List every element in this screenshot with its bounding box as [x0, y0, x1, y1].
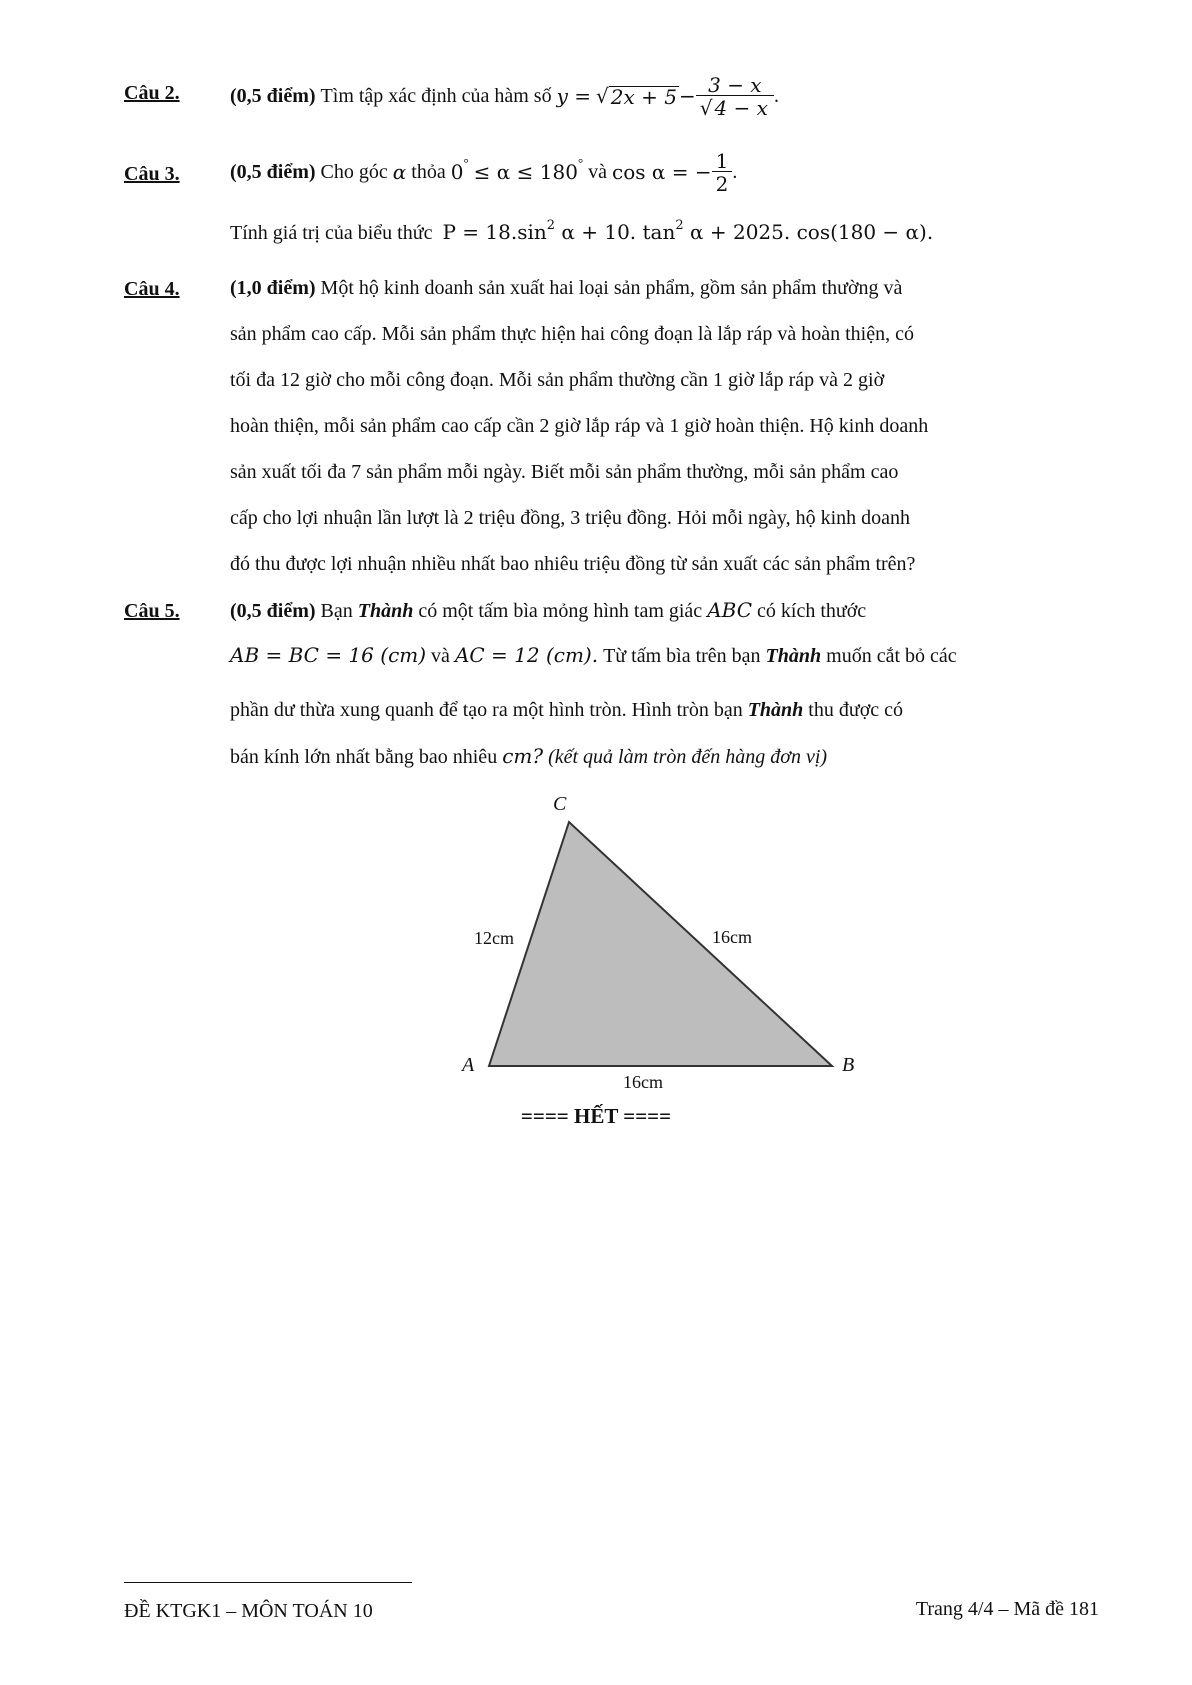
question-5-note: (kết quả làm tròn đến hàng đơn vị): [548, 746, 828, 768]
question-2-formula-lhs: y =: [556, 84, 592, 108]
question-5-points: (0,5 điểm): [230, 600, 316, 622]
question-4-line-1: [230, 278, 1080, 298]
question-3-line2-formula-a: P = 18.sin: [442, 220, 547, 244]
question-5-line-4: [230, 746, 827, 767]
question-5-name-2: Thành: [765, 645, 822, 667]
question-2-fraction-num: 3 − x: [708, 72, 762, 97]
question-3-line2-formula-c: α + 2025. cos(180 − α).: [690, 220, 934, 244]
question-5-name-3: Thành: [747, 699, 804, 721]
question-5-text-c: có kích thước: [757, 600, 867, 622]
question-5-label: Câu 5.: [124, 600, 180, 622]
question-3-line-2: [230, 218, 934, 244]
question-3-cos-expr: cos α = −: [612, 160, 712, 184]
question-3-text-c: và: [588, 161, 608, 183]
triangle-figure: [0, 780, 1192, 1110]
question-3-degree-b: °: [577, 154, 584, 170]
question-3-degree-a: °: [463, 154, 469, 170]
question-5-text-e: muốn cắt bỏ các: [826, 645, 957, 667]
vertex-c-label: C: [553, 793, 567, 815]
footer-rule: [124, 1582, 412, 1583]
question-3-line-1: (0,5 điểm) Cho góc α thỏa 0 ° ≤ α ≤ 180 ° và cos α = − $\frac{1}{2}$ .: [230, 148, 738, 196]
question-5-name: Thành: [357, 600, 414, 622]
question-3-fraction: [712, 148, 733, 196]
vertex-b-label: B: [842, 1054, 855, 1076]
question-5-line-1: [230, 600, 866, 621]
question-2-points: (0,5 điểm): [230, 85, 316, 107]
question-5-formula-b: AC = 12 (cm).: [454, 643, 599, 667]
question-3-alpha: α: [392, 160, 407, 184]
question-4-points: (1,0 điểm): [230, 277, 316, 299]
side-ab-label: 16cm: [623, 1072, 663, 1092]
question-4-line-5: sản xuất tối đa 7 sản phẩm mỗi ngày. Biết mỗi sản phẩm thường, mỗi sản phẩm cao: [230, 461, 899, 483]
question-4-text-1: Một hộ kinh doanh sản xuất hai loại sản phẩm, gồm sản phẩm thường và: [320, 277, 903, 299]
question-2-formula-minus: −: [678, 84, 696, 108]
question-4-line-7: đó thu được lợi nhuận nhiều nhất bao nhiêu triệu đồng từ sản xuất các sản phẩm trên?: [230, 553, 916, 575]
question-3-sup-2b: 2: [675, 218, 684, 233]
question-5-text-f: phần dư thừa xung quanh để tạo ra một hình tròn. Hình tròn bạn: [230, 699, 743, 721]
question-2-label: Câu 2.: [124, 82, 180, 104]
question-5-line-2: [230, 645, 957, 666]
question-3-range-a: 0: [450, 160, 464, 184]
question-2-end: .: [773, 85, 779, 107]
footer-left: ĐỀ KTGK1 – MÔN TOÁN 10: [124, 1600, 373, 1622]
question-4-line-2: sản phẩm cao cấp. Mỗi sản phẩm thực hiện hai công đoạn là lắp ráp và hoàn thiện, có: [230, 323, 914, 345]
question-3-range-b: ≤ α ≤ 180: [473, 160, 578, 184]
question-3-line2-text: Tính giá trị của biểu thức: [230, 222, 433, 244]
question-2-text: Tìm tập xác định của hàm số: [320, 85, 552, 107]
question-4-line-4: hoàn thiện, mỗi sản phẩm cao cấp cần 2 giờ lắp ráp và 1 giờ hoàn thiện. Hộ kinh doanh: [230, 415, 929, 437]
question-3-sup-2a: 2: [546, 218, 556, 233]
question-5-cm: cm?: [502, 744, 544, 768]
question-3-text-a: Cho góc: [320, 161, 388, 183]
question-5-text-d: Từ tấm bìa trên bạn: [603, 645, 761, 667]
question-5-abc: ABC: [707, 598, 753, 622]
question-4-line-3: tối đa 12 giờ cho mỗi công đoạn. Mỗi sản phẩm thường cần 1 giờ lắp ráp và 2 giờ: [230, 369, 885, 391]
question-5-and: và: [431, 645, 450, 667]
question-3-fraction-den: 2: [712, 171, 733, 194]
question-5-line-3: [230, 700, 903, 720]
question-3-line2-formula-b: α + 10. tan: [561, 220, 676, 244]
end-mark: ==== HẾT ====: [520, 1104, 672, 1128]
question-3-label: Câu 3.: [124, 163, 180, 185]
question-3-text-b: thỏa: [411, 161, 446, 183]
question-4-label: Câu 4.: [124, 278, 180, 300]
question-2-fraction: $\frac{3 - x}{√ 4 - x}$: [696, 75, 774, 118]
question-5-text-b: có một tấm bìa mỏng hình tam giác: [418, 600, 703, 622]
question-2-formula-sqrt: 2x + 5: [610, 84, 677, 109]
side-ac-label: 12cm: [474, 928, 514, 948]
question-5-text-a: Bạn: [320, 600, 353, 622]
question-5-text-h: bán kính lớn nhất bằng bao nhiêu: [230, 746, 498, 768]
question-5-formula-a: AB = BC = 16 (cm): [230, 643, 427, 667]
question-3-fraction-num: 1: [715, 148, 729, 173]
side-bc-label: 16cm: [712, 927, 752, 947]
question-3-points: (0,5 điểm): [230, 161, 316, 183]
footer-right: Trang 4/4 – Mã đề 181: [915, 1598, 1099, 1620]
question-5-text-g: thu được có: [808, 699, 904, 721]
question-2-line: (0,5 điểm) Tìm tập xác định của hàm số y = √ 2x + 5 − $\frac{3 - x}{√ 4 - x}$ .: [230, 72, 779, 120]
vertex-a-label: A: [462, 1054, 475, 1076]
question-2-fraction-den: 4 − x: [714, 95, 768, 120]
triangle-abc: [489, 822, 832, 1066]
question-4-line-6: cấp cho lợi nhuận lần lượt là 2 triệu đồng, 3 triệu đồng. Hỏi mỗi ngày, hộ kinh doanh: [230, 507, 911, 529]
